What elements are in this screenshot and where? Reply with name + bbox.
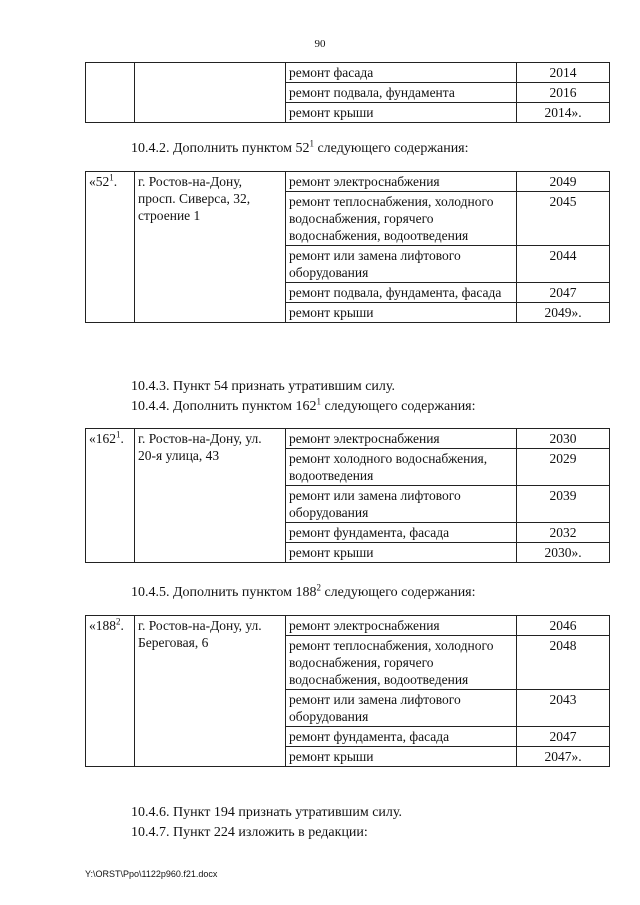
paragraph-10-4-5: 10.4.5. Дополнить пунктом $188^2$ следующего содержания:	[131, 582, 476, 600]
work-cell: ремонт крыши	[286, 103, 517, 123]
work-cell: ремонт фасада	[286, 63, 517, 83]
paragraph-10-4-2: 10.4.2. Дополнить пунктом $52^1$ следующего содержания:	[131, 138, 469, 156]
work-cell: ремонт холодного водоснабжения, водоотведения	[286, 449, 517, 486]
work-cell: ремонт подвала, фундамента	[286, 83, 517, 103]
year-cell: 2049	[517, 172, 610, 192]
work-cell: ремонт теплоснабжения, холодного водоснабжения, горячего водоснабжения, водоотведения	[286, 636, 517, 690]
year-cell: 2044	[517, 246, 610, 283]
address-cell: г. Ростов-на-Дону, ул. Береговая, 6	[135, 616, 286, 767]
year-cell: 2048	[517, 636, 610, 690]
year-cell: 2014	[517, 63, 610, 83]
page-number: 90	[314, 38, 326, 50]
year-cell: 2049».	[517, 303, 610, 323]
year-cell: 2032	[517, 523, 610, 543]
number-cell	[86, 63, 135, 123]
table-row	[86, 616, 610, 636]
paragraph-10-4-4: 10.4.4. Дополнить пунктом $162^1$ следующего содержания:	[131, 396, 476, 414]
year-cell: 2045	[517, 192, 610, 246]
work-cell: ремонт электроснабжения	[286, 172, 517, 192]
year-cell: 2039	[517, 486, 610, 523]
work-cell: ремонт крыши	[286, 303, 517, 323]
work-cell: ремонт или замена лифтового оборудования	[286, 246, 517, 283]
year-cell: 2047	[517, 283, 610, 303]
paragraph-10-4-7: 10.4.7. Пункт 224 изложить в редакции:	[131, 825, 368, 840]
table-item-162-1	[85, 428, 610, 563]
paragraph-10-4-3: 10.4.3. Пункт 54 признать утратившим силу.	[131, 379, 395, 394]
table-row	[86, 172, 610, 192]
number-cell: «$162^1$.	[86, 429, 135, 563]
year-cell: 2030	[517, 429, 610, 449]
address-cell: г. Ростов-на-Дону, ул. 20-я улица, 43	[135, 429, 286, 563]
number-cell: «$52^1$.	[86, 172, 135, 323]
number-cell: «$188^2$.	[86, 616, 135, 767]
work-cell: ремонт или замена лифтового оборудования	[286, 486, 517, 523]
work-cell: ремонт подвала, фундамента, фасада	[286, 283, 517, 303]
work-cell: ремонт теплоснабжения, холодного водоснабжения, горячего водоснабжения, водоотведения	[286, 192, 517, 246]
year-cell: 2047	[517, 727, 610, 747]
table-row	[86, 429, 610, 449]
table-continuation	[85, 62, 610, 123]
work-cell: ремонт электроснабжения	[286, 429, 517, 449]
year-cell: 2046	[517, 616, 610, 636]
year-cell: 2043	[517, 690, 610, 727]
year-cell: 2016	[517, 83, 610, 103]
work-cell: ремонт или замена лифтового оборудования	[286, 690, 517, 727]
work-cell: ремонт фундамента, фасада	[286, 727, 517, 747]
work-cell: ремонт крыши	[286, 747, 517, 767]
footer-file-path: Y:\ORST\Ppo\1122p960.f21.docx	[85, 869, 218, 879]
table-row	[86, 63, 610, 83]
table-item-52-1	[85, 171, 610, 323]
work-cell: ремонт фундамента, фасада	[286, 523, 517, 543]
year-cell: 2014».	[517, 103, 610, 123]
year-cell: 2047».	[517, 747, 610, 767]
address-cell	[135, 63, 286, 123]
year-cell: 2030».	[517, 543, 610, 563]
work-cell: ремонт электроснабжения	[286, 616, 517, 636]
paragraph-10-4-6: 10.4.6. Пункт 194 признать утратившим силу.	[131, 805, 402, 820]
address-cell: г. Ростов-на-Дону, просп. Сиверса, 32, строение 1	[135, 172, 286, 323]
table-item-188-2	[85, 615, 610, 767]
work-cell: ремонт крыши	[286, 543, 517, 563]
year-cell: 2029	[517, 449, 610, 486]
